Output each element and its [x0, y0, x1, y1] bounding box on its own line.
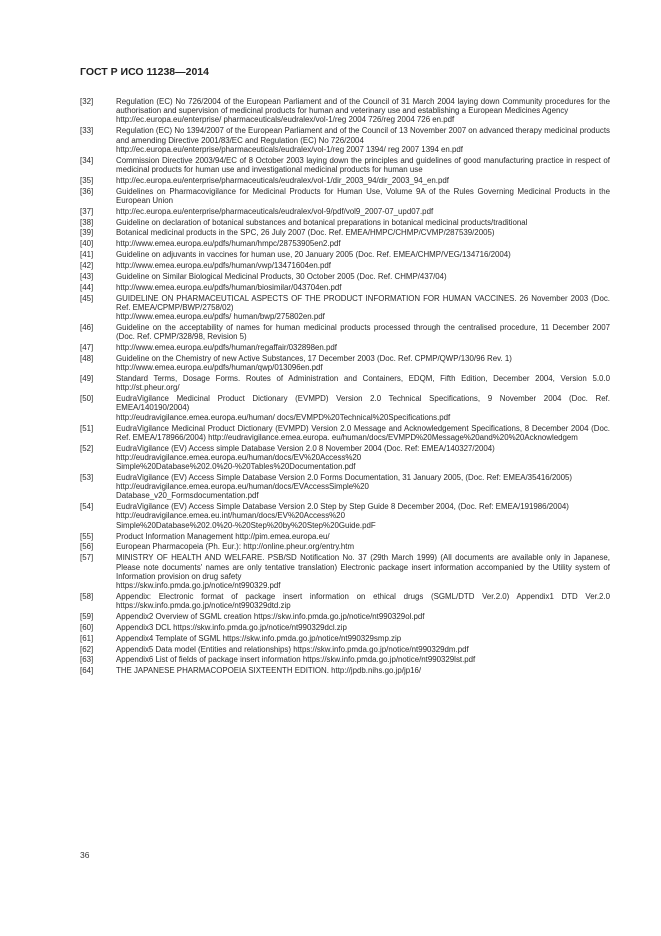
reference-text	[116, 323, 610, 341]
reference-number: [59]	[80, 611, 94, 621]
reference-item	[80, 343, 610, 352]
reference-line: http://www.emea.europa.eu/pdfs/human/qwp/013096en.pdf	[116, 363, 323, 373]
reference-line: Guideline on the Chemistry of new Active Substances, 17 December 2003 (Doc. Ref. CPMP/QWP/130/96 Rev. 1)	[116, 354, 512, 364]
reference-line: EudraVigilance Medicinal Product Dictionary (EVMPD) Version 2.0 Technical Specifications, 9 November 2004 (Doc. Ref. EMEA/140190/2004)	[116, 394, 610, 413]
reference-number: [35]	[80, 175, 94, 185]
reference-item	[80, 272, 610, 281]
reference-item	[80, 553, 610, 590]
reference-text	[116, 666, 610, 675]
reference-item	[80, 187, 610, 205]
reference-item	[80, 612, 610, 621]
reference-line: http://eudravigilance.emea.europa.eu/human/ docs/EVMPD%20Technical%20Specifications.pdf	[116, 412, 451, 422]
reference-text	[116, 473, 610, 501]
reference-line: http://www.emea.europa.eu/pdfs/human/biosimilar/043704en.pdf	[116, 282, 342, 292]
reference-number: [33]	[80, 126, 94, 136]
reference-number: [39]	[80, 228, 94, 238]
reference-number: [50]	[80, 394, 94, 404]
reference-list	[80, 97, 610, 677]
reference-line: Product Information Management http://pim.emea.europa.eu/	[116, 531, 330, 541]
reference-item	[80, 261, 610, 270]
reference-item	[80, 473, 610, 501]
reference-text	[116, 250, 610, 259]
reference-number: [42]	[80, 261, 94, 271]
reference-number: [34]	[80, 155, 94, 165]
reference-text	[116, 354, 610, 372]
reference-line: http://www.emea.europa.eu/pdfs/ human/bwp/275802en.pdf	[116, 312, 325, 322]
reference-line: http://ec.europa.eu/enterprise/pharmaceuticals/eudralex/vol-9/pdf/vol9_2007-07_upd07.pdf	[116, 206, 434, 216]
reference-line: http://eudravigilance.emea.eu.int/human/docs/EV%20Access%20	[116, 511, 345, 521]
reference-item	[80, 532, 610, 541]
reference-number: [38]	[80, 217, 94, 227]
reference-line: http://eudravigilance.emea.europa.eu/human/docs/EV%20Access%20	[116, 452, 362, 462]
reference-item	[80, 283, 610, 292]
reference-line: Guideline on the acceptability of names for human medicinal products processed through the centralised procedure, 11 December 2007 (Doc. Ref. CPMP/328/98, Revision 5)	[116, 323, 610, 342]
reference-item	[80, 218, 610, 227]
reference-line: Botanical medicinal products in the SPC, 26 July 2007 (Doc. Ref. EMEA/HMPC/CHMP/CVMP/287539/2005)	[116, 228, 495, 238]
reference-text	[116, 542, 610, 551]
reference-number: [32]	[80, 97, 94, 106]
page-number: 36	[80, 850, 90, 860]
reference-number: [37]	[80, 206, 94, 216]
reference-number: [54]	[80, 502, 94, 512]
reference-number: [53]	[80, 472, 94, 482]
reference-line: Guideline on declaration of botanical substances and botanical preparations in botanical medicinal products/traditional	[116, 217, 528, 227]
reference-item	[80, 228, 610, 237]
reference-line: EudraVigilance (EV) Access simple Database Version 2.0 8 November 2004 (Doc. Ref: EMEA/140327/2004)	[116, 443, 495, 453]
reference-text	[116, 294, 610, 322]
reference-item	[80, 592, 610, 610]
reference-item	[80, 444, 610, 472]
reference-line: Appendix: Electronic format of package insert information on ethical drugs (SGML/DTD Ver.2.0) Appendix1 DTD Ver.2.0 https://skw.info.pmda.go.jp/notice/nt990329dtd.zip	[116, 591, 610, 611]
reference-item	[80, 655, 610, 664]
reference-line: THE JAPANESE PHARMACOPOEIA SIXTEENTH EDITION. http://jpdb.nihs.go.jp/jp16/	[116, 666, 422, 676]
reference-line: Guideline on Similar Biological Medicinal Products, 30 October 2005 (Doc. Ref. CHMP/437/04)	[116, 272, 447, 282]
reference-text	[116, 623, 610, 632]
reference-item	[80, 97, 610, 125]
reference-text	[116, 343, 610, 352]
reference-line: http://ec.europa.eu/enterprise/ pharmaceuticals/eudralex/vol-1/reg 2004 726/reg 2004 726 en.pdf	[116, 115, 455, 125]
reference-line: http://www.emea.europa.eu/pdfs/human/hmpc/28753905en2.pdf	[116, 239, 341, 249]
reference-line: Guidelines on Pharmacovigilance for Medicinal Products for Human Use, Volume 9A of the Rules Governing Medicinal Products in the European Union	[116, 186, 610, 205]
reference-item	[80, 207, 610, 216]
reference-line: Regulation (EC) No 726/2004 of the European Parliament and of the Council of 31 March 2004 laying down Community procedures for the authorisation and supervision of medicinal products for human and veterinary use and establishing a European Medicines Agency	[116, 97, 610, 116]
reference-text	[116, 655, 610, 664]
reference-line: Guideline on adjuvants in vaccines for human use, 20 January 2005 (Doc. Ref. EMEA/CHMP/VEG/134716/2004)	[116, 250, 511, 260]
reference-item	[80, 394, 610, 422]
reference-item	[80, 323, 610, 341]
reference-text	[116, 207, 610, 216]
reference-text	[116, 645, 610, 654]
reference-line: Appendix4 Template of SGML https://skw.info.pmda.go.jp/notice/nt990329smp.zip	[116, 633, 402, 643]
reference-text	[116, 218, 610, 227]
reference-text	[116, 532, 610, 541]
reference-text	[116, 394, 610, 422]
reference-text	[116, 553, 610, 590]
reference-number: [48]	[80, 354, 94, 364]
reference-text	[116, 176, 610, 185]
reference-text	[116, 97, 610, 125]
reference-text	[116, 261, 610, 270]
reference-text	[116, 634, 610, 643]
reference-text	[116, 228, 610, 237]
reference-line: http://www.emea.europa.eu/pdfs/human/vwp/13471604en.pdf	[116, 261, 331, 271]
reference-number: [40]	[80, 239, 94, 249]
reference-line: Appendix6 List of fields of package insert information https://skw.info.pmda.go.jp/notice/nt990329lst.pdf	[116, 655, 476, 665]
reference-item	[80, 354, 610, 372]
reference-line: http://eudravigilance.emea.europa.eu/human/docs/EVAccessSimple%20	[116, 482, 369, 492]
reference-text	[116, 424, 610, 442]
reference-item	[80, 502, 610, 530]
reference-line: http://ec.europa.eu/enterprise/pharmaceuticals/eudralex/vol-1/dir_2003_94/dir_2003_94_en.pdf	[116, 175, 449, 185]
reference-item	[80, 239, 610, 248]
reference-line: GUIDELINE ON PHARMACEUTICAL ASPECTS OF THE PRODUCT INFORMATION FOR HUMAN VACCINES. 26 November 2003 (Doc. Ref. EMEA/CPMP/BWP/2758/02)	[116, 293, 610, 312]
reference-line: Simple%20Database%202.0%20-%20Step%20by%20Step%20Guide.pdF	[116, 520, 376, 530]
reference-text	[116, 502, 610, 530]
document-header: ГОСТ Р ИСО 11238—2014	[80, 66, 209, 78]
reference-text	[116, 272, 610, 281]
reference-text	[116, 374, 610, 392]
reference-line: Commission Directive 2003/94/EC of 8 October 2003 laying down the principles and guidelines of good manufacturing practice in respect of medicinal products for human use and investigational medicinal products for human use	[116, 155, 610, 174]
reference-number: [56]	[80, 542, 94, 552]
reference-item	[80, 623, 610, 632]
reference-text	[116, 283, 610, 292]
reference-number: [36]	[80, 186, 94, 196]
reference-number: [44]	[80, 282, 94, 292]
reference-item	[80, 374, 610, 392]
reference-number: [57]	[80, 553, 94, 563]
reference-line: EudraVigilance (EV) Access Simple Database Version 2.0 Step by Step Guide 8 December 2004, (Doc. Ref: EMEA/191986/2004)	[116, 502, 569, 512]
reference-item	[80, 542, 610, 551]
reference-number: [43]	[80, 272, 94, 282]
reference-number: [61]	[80, 633, 94, 643]
reference-line: Regulation (EC) No 1394/2007 of the European Parliament and of the Council of 13 November 2007 on advanced therapy medicinal products and amending Directive 2001/83/EC and Regulation (EC) No 726/2004	[116, 126, 610, 145]
reference-line: Database_v20_Formsdocumentation.pdf	[116, 491, 259, 501]
reference-text	[116, 444, 610, 472]
reference-number: [64]	[80, 666, 94, 676]
reference-item	[80, 645, 610, 654]
reference-text	[116, 592, 610, 610]
reference-item	[80, 126, 610, 154]
reference-line: EudraVigilance (EV) Access Simple Database Version 2.0 Forms Documentation, 31 January 2005, (Doc. Ref: EMEA/35416/2005)	[116, 472, 572, 482]
reference-line: MINISTRY OF HEALTH AND WELFARE. PSB/SD Notification No. 37 (29th March 1999) (All documents are available only in Japanese, Please note documents' names are only tentative translation) Electronic package insert information accompanied by the Utility system of Information provision on drug safety	[116, 553, 610, 581]
reference-number: [62]	[80, 644, 94, 654]
reference-text	[116, 239, 610, 248]
reference-line: Appendix5 Data model (Entities and relationships) https://skw.info.pmda.go.jp/notice/nt990329dm.pdf	[116, 644, 469, 654]
reference-line: European Pharmacopeia (Ph. Eur.): http://online.pheur.org/entry.htm	[116, 542, 355, 552]
reference-line: Appendix2 Overview of SGML creation https://skw.info.pmda.go.jp/notice/nt990329ol.pdf	[116, 611, 425, 621]
reference-text	[116, 156, 610, 174]
reference-text	[116, 187, 610, 205]
reference-number: [63]	[80, 655, 94, 665]
reference-item	[80, 634, 610, 643]
reference-number: [41]	[80, 250, 94, 260]
reference-item	[80, 294, 610, 322]
reference-line: Standard Terms, Dosage Forms. Routes of Administration and Containers, EDQM, Fifth Edition, December 2004, Version 5.0.0 http://st.pheur.org/	[116, 374, 610, 393]
reference-number: [45]	[80, 293, 94, 303]
reference-item	[80, 250, 610, 259]
reference-number: [51]	[80, 423, 94, 433]
reference-line: Appendix3 DCL https://skw.info.pmda.go.jp/notice/nt990329dcl.zip	[116, 622, 347, 632]
reference-number: [60]	[80, 622, 94, 632]
reference-line: EudraVigilance Medicinal Product Dictionary (EVMPD) Version 2.0 Message and Acknowledgement Specifications, 8 December 2004 (Doc. Ref. EMEA/178966/2004) http://eudravigilance.emea.europa. eu/human/docs/EVMPD%20Message%20and%20%20Acknowledgem	[116, 423, 610, 442]
reference-item	[80, 424, 610, 442]
reference-number: [52]	[80, 443, 94, 453]
reference-line: https://skw.info.pmda.go.jp/notice/nt990329.pdf	[116, 580, 281, 590]
reference-item	[80, 156, 610, 174]
reference-text	[116, 126, 610, 154]
reference-number: [49]	[80, 374, 94, 384]
reference-number: [47]	[80, 343, 94, 353]
reference-item	[80, 176, 610, 185]
reference-line: http://ec.europa.eu/enterprise/pharmaceuticals/eudralex/vol-1/reg 2007 1394/ reg 2007 1394 en.pdf	[116, 144, 463, 154]
reference-number: [58]	[80, 591, 94, 601]
reference-item	[80, 666, 610, 675]
reference-number: [46]	[80, 323, 94, 333]
reference-line: http://www.emea.europa.eu/pdfs/human/regaffair/032898en.pdf	[116, 343, 337, 353]
reference-text	[116, 612, 610, 621]
reference-number: [55]	[80, 531, 94, 541]
reference-line: Simple%20Database%202.0%20-%20Tables%20Documentation.pdf	[116, 462, 356, 472]
